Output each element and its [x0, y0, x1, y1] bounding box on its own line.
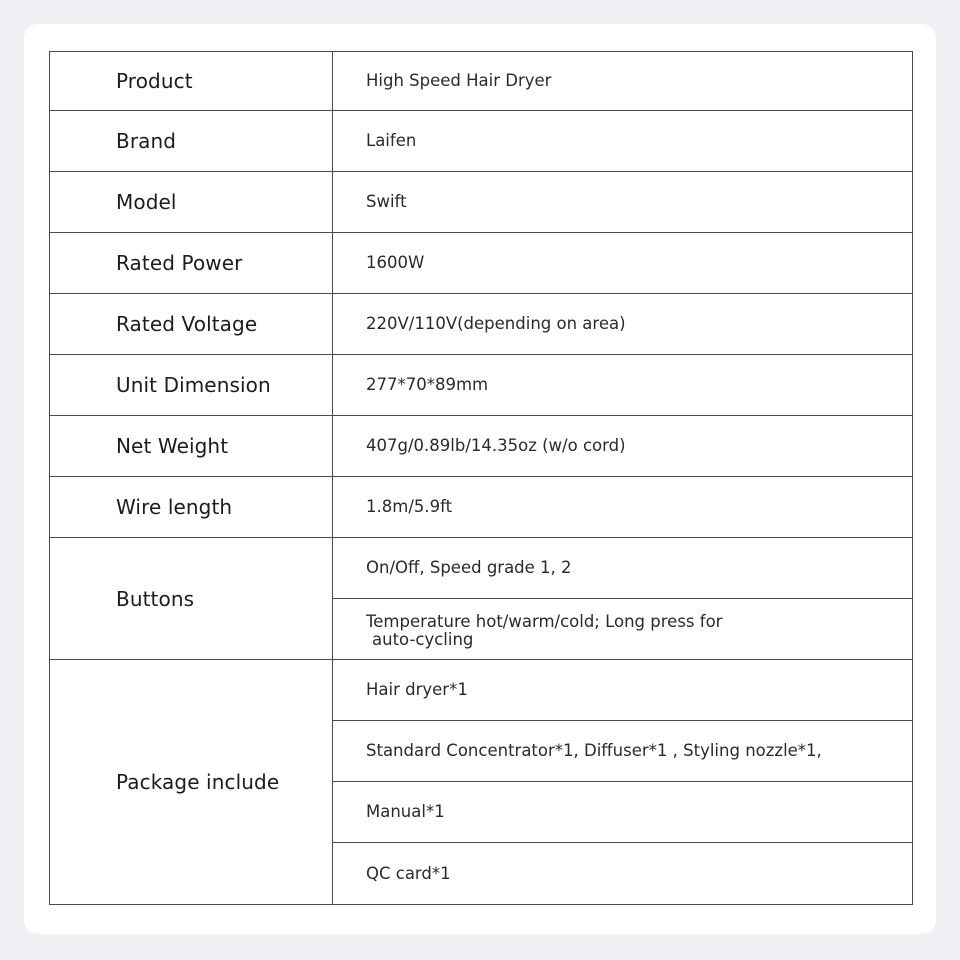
- spec-row-net-weight: [50, 416, 913, 477]
- spec-value: 1600W: [333, 233, 913, 294]
- spec-value: [333, 599, 913, 660]
- spec-value-line: auto-cycling: [372, 630, 474, 649]
- spec-row-product: [50, 52, 913, 111]
- spec-label: Wire length: [50, 477, 333, 538]
- spec-row-package: [50, 660, 913, 721]
- spec-label: Brand: [50, 111, 333, 172]
- spec-row-buttons: [50, 538, 913, 599]
- spec-value: 1.8m/5.9ft: [333, 477, 913, 538]
- spec-label: Rated Voltage: [50, 294, 333, 355]
- spec-value-line: Temperature hot/warm/cold; Long press for: [366, 612, 723, 631]
- spec-value: Manual*1: [333, 782, 913, 843]
- spec-value: High Speed Hair Dryer: [333, 52, 913, 111]
- spec-value: QC card*1: [333, 843, 913, 905]
- spec-row-rated-power: [50, 233, 913, 294]
- spec-value: Hair dryer*1: [333, 660, 913, 721]
- spec-value: Standard Concentrator*1, Diffuser*1 , Styling nozzle*1,: [333, 721, 913, 782]
- spec-label: Package include: [50, 660, 333, 905]
- spec-row-wire-length: [50, 477, 913, 538]
- spec-value: Laifen: [333, 111, 913, 172]
- spec-value: 220V/110V(depending on area): [333, 294, 913, 355]
- spec-label: Net Weight: [50, 416, 333, 477]
- spec-value: 407g/0.89lb/14.35oz (w/o cord): [333, 416, 913, 477]
- spec-label: Buttons: [50, 538, 333, 660]
- spec-label: Unit Dimension: [50, 355, 333, 416]
- spec-label: Product: [50, 52, 333, 111]
- spec-value: 277*70*89mm: [333, 355, 913, 416]
- spec-row-unit-dimension: [50, 355, 913, 416]
- spec-value: Swift: [333, 172, 913, 233]
- spec-row-model: [50, 172, 913, 233]
- spec-row-rated-voltage: [50, 294, 913, 355]
- spec-label: Model: [50, 172, 333, 233]
- spec-row-brand: [50, 111, 913, 172]
- spec-label: Rated Power: [50, 233, 333, 294]
- spec-table: [49, 51, 913, 905]
- spec-value: On/Off, Speed grade 1, 2: [333, 538, 913, 599]
